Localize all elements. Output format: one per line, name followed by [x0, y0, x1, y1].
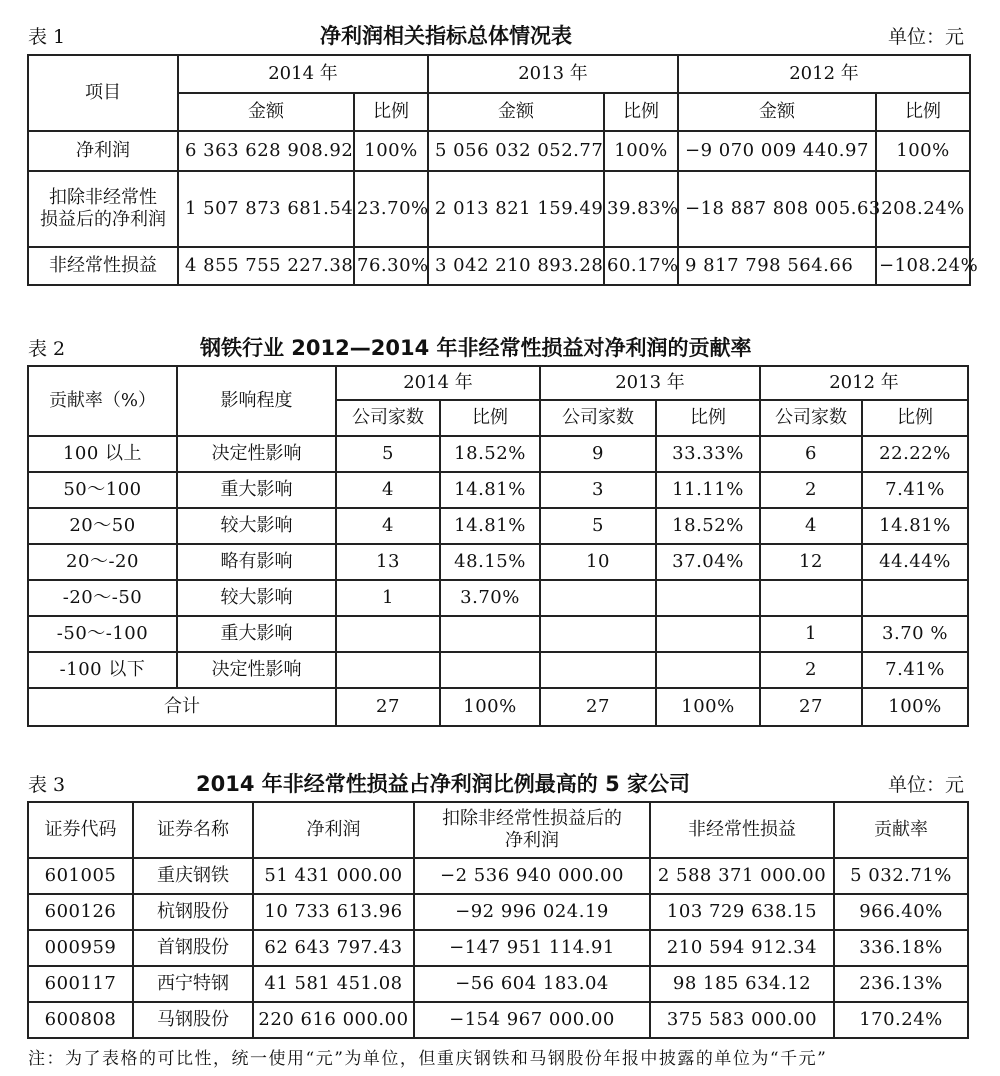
- table1-head-item: 项目: [28, 55, 178, 131]
- cell-count: 10: [540, 544, 656, 580]
- cell-ratio: [440, 652, 540, 688]
- table-row: [28, 436, 968, 472]
- cell-degree: 重大影响: [177, 616, 336, 652]
- cell-count: 13: [336, 544, 440, 580]
- header-name: 证券名称: [133, 802, 253, 858]
- cell-rate: 100 以上: [28, 436, 177, 472]
- cell-nonrecurring: 210 594 912.34: [650, 930, 834, 966]
- cell-ratio: [656, 580, 760, 616]
- cell-name: 西宁特钢: [133, 966, 253, 1002]
- total-ratio: 100%: [440, 688, 540, 726]
- cell-degree: 略有影响: [177, 544, 336, 580]
- table-row: [28, 131, 970, 171]
- cell-code: 600117: [28, 966, 133, 1002]
- cell-ratio: [656, 652, 760, 688]
- cell-count: 1: [336, 580, 440, 616]
- header-net-profit: 净利润: [253, 802, 414, 858]
- cell-amount: 6 363 628 908.92: [178, 131, 354, 171]
- cell-degree: 重大影响: [177, 472, 336, 508]
- table1-sub-amount: 金额: [178, 93, 354, 131]
- cell-ratio: 3.70%: [440, 580, 540, 616]
- table-row: [28, 508, 968, 544]
- row-label: 非经常性损益: [28, 247, 178, 285]
- header-adjusted-line1: 扣除非经常性损益后的: [442, 807, 622, 829]
- cell-ratio: 7.41%: [862, 472, 968, 508]
- cell-ratio: 14.81%: [440, 508, 540, 544]
- cell-nonrecurring: 103 729 638.15: [650, 894, 834, 930]
- table2: [27, 365, 969, 727]
- table-row: [28, 966, 968, 1002]
- total-count: 27: [336, 688, 440, 726]
- cell-degree: 较大影响: [177, 580, 336, 616]
- cell-degree: 较大影响: [177, 508, 336, 544]
- cell-name: 首钢股份: [133, 930, 253, 966]
- cell-name: 重庆钢铁: [133, 858, 253, 894]
- cell-rate: 20～50: [28, 508, 177, 544]
- cell-count: 5: [540, 508, 656, 544]
- total-ratio: 100%: [862, 688, 968, 726]
- table2-year-2013: 2013 年: [540, 366, 760, 400]
- header-adjusted-net-profit: [414, 802, 650, 858]
- cell-ratio: 3.70 %: [862, 616, 968, 652]
- cell-count: 6: [760, 436, 862, 472]
- cell-amount: −18 887 808 005.63: [678, 171, 876, 247]
- table-row: [28, 1002, 968, 1038]
- cell-ratio: 11.11%: [656, 472, 760, 508]
- cell-count: 3: [540, 472, 656, 508]
- cell-count: [336, 616, 440, 652]
- table2-label: 表 2: [28, 338, 66, 360]
- cell-ratio: 208.24%: [876, 171, 970, 247]
- cell-ratio: −108.24%: [876, 247, 970, 285]
- table-row: [28, 472, 968, 508]
- cell-count: 1: [760, 616, 862, 652]
- cell-ratio: 14.81%: [440, 472, 540, 508]
- footnote: 注：为了表格的可比性，统一使用“元”为单位，但重庆钢铁和马钢股份年报中披露的单位为“千元”: [28, 1049, 828, 1069]
- table1-label: 表 1: [28, 26, 66, 48]
- table2-year-2012: 2012 年: [760, 366, 968, 400]
- cell-amount: 5 056 032 052.77: [428, 131, 604, 171]
- cell-adjusted: −147 951 114.91: [414, 930, 650, 966]
- header-adjusted-line2: 净利润: [505, 830, 559, 851]
- cell-net-profit: 62 643 797.43: [253, 930, 414, 966]
- table1-year-2014: 2014 年: [178, 55, 428, 93]
- cell-contribution: 336.18%: [834, 930, 968, 966]
- cell-count: [540, 580, 656, 616]
- cell-ratio: [862, 580, 968, 616]
- table2-total-row: [28, 688, 968, 726]
- total-count: 27: [760, 688, 862, 726]
- cell-name: 马钢股份: [133, 1002, 253, 1038]
- cell-ratio: 14.81%: [862, 508, 968, 544]
- cell-net-profit: 220 616 000.00: [253, 1002, 414, 1038]
- cell-count: [540, 616, 656, 652]
- cell-ratio: 18.52%: [440, 436, 540, 472]
- table1-sub-ratio: 比例: [876, 93, 970, 131]
- header-nonrecurring: 非经常性损益: [650, 802, 834, 858]
- cell-code: 000959: [28, 930, 133, 966]
- header-code: 证券代码: [28, 802, 133, 858]
- cell-count: 5: [336, 436, 440, 472]
- table2-title: 钢铁行业 2012—2014 年非经常性损益对净利润的贡献率: [200, 336, 752, 360]
- table-row: [28, 616, 968, 652]
- table-row: [28, 247, 970, 285]
- table2-header-row: [28, 366, 968, 400]
- cell-adjusted: −154 967 000.00: [414, 1002, 650, 1038]
- row-label: 净利润: [28, 131, 178, 171]
- cell-code: 600808: [28, 1002, 133, 1038]
- cell-count: [540, 652, 656, 688]
- table-row: [28, 858, 968, 894]
- cell-count: [760, 580, 862, 616]
- table1-sub-ratio: 比例: [354, 93, 428, 131]
- cell-count: 2: [760, 652, 862, 688]
- table2-sub-ratio: 比例: [440, 400, 540, 436]
- cell-amount: 1 507 873 681.54: [178, 171, 354, 247]
- table2-sub-count: 公司家数: [760, 400, 862, 436]
- cell-contribution: 236.13%: [834, 966, 968, 1002]
- cell-adjusted: −92 996 024.19: [414, 894, 650, 930]
- cell-rate: 20～-20: [28, 544, 177, 580]
- cell-code: 600126: [28, 894, 133, 930]
- cell-ratio: 100%: [604, 131, 678, 171]
- cell-nonrecurring: 98 185 634.12: [650, 966, 834, 1002]
- row-label: [28, 171, 178, 247]
- row-label-line2: 损益后的净利润: [40, 209, 166, 230]
- table3-unit: 单位：元: [888, 774, 965, 796]
- cell-name: 杭钢股份: [133, 894, 253, 930]
- table3: [27, 801, 969, 1039]
- cell-ratio: 33.33%: [656, 436, 760, 472]
- cell-net-profit: 10 733 613.96: [253, 894, 414, 930]
- table2-year-2014: 2014 年: [336, 366, 540, 400]
- cell-net-profit: 51 431 000.00: [253, 858, 414, 894]
- cell-amount: 9 817 798 564.66: [678, 247, 876, 285]
- cell-rate: -50～-100: [28, 616, 177, 652]
- table-row: [28, 544, 968, 580]
- cell-count: 2: [760, 472, 862, 508]
- cell-count: [336, 652, 440, 688]
- table1-title: 净利润相关指标总体情况表: [320, 24, 572, 48]
- table-row: [28, 580, 968, 616]
- cell-ratio: [656, 616, 760, 652]
- table2-head-degree: 影响程度: [177, 366, 336, 436]
- cell-nonrecurring: 375 583 000.00: [650, 1002, 834, 1038]
- cell-amount: −9 070 009 440.97: [678, 131, 876, 171]
- total-ratio: 100%: [656, 688, 760, 726]
- cell-ratio: 60.17%: [604, 247, 678, 285]
- cell-amount: 4 855 755 227.38: [178, 247, 354, 285]
- table1-sub-amount: 金额: [428, 93, 604, 131]
- table-row: [28, 894, 968, 930]
- total-count: 27: [540, 688, 656, 726]
- cell-degree: 决定性影响: [177, 436, 336, 472]
- table-row: [28, 930, 968, 966]
- table-row: [28, 652, 968, 688]
- cell-ratio: 44.44%: [862, 544, 968, 580]
- cell-amount: 2 013 821 159.49: [428, 171, 604, 247]
- cell-amount: 3 042 210 893.28: [428, 247, 604, 285]
- cell-ratio: 39.83%: [604, 171, 678, 247]
- cell-code: 601005: [28, 858, 133, 894]
- cell-nonrecurring: 2 588 371 000.00: [650, 858, 834, 894]
- total-label: 合计: [28, 688, 336, 726]
- cell-rate: 50～100: [28, 472, 177, 508]
- cell-count: 4: [760, 508, 862, 544]
- table2-head-rate: 贡献率（%）: [28, 366, 177, 436]
- table2-sub-count: 公司家数: [540, 400, 656, 436]
- cell-degree: 决定性影响: [177, 652, 336, 688]
- cell-count: 4: [336, 508, 440, 544]
- cell-ratio: 48.15%: [440, 544, 540, 580]
- cell-ratio: [440, 616, 540, 652]
- table2-sub-ratio: 比例: [862, 400, 968, 436]
- cell-rate: -20～-50: [28, 580, 177, 616]
- cell-rate: -100 以下: [28, 652, 177, 688]
- table2-sub-count: 公司家数: [336, 400, 440, 436]
- table1-year-2013: 2013 年: [428, 55, 678, 93]
- table1-unit: 单位：元: [888, 26, 965, 48]
- cell-contribution: 966.40%: [834, 894, 968, 930]
- header-contribution: 贡献率: [834, 802, 968, 858]
- table-row: [28, 171, 970, 247]
- cell-ratio: 7.41%: [862, 652, 968, 688]
- table3-header-row: [28, 802, 968, 858]
- table3-title: 2014 年非经常性损益占净利润比例最高的 5 家公司: [196, 772, 690, 796]
- table1-header-row: [28, 55, 970, 93]
- cell-ratio: 22.22%: [862, 436, 968, 472]
- cell-adjusted: −2 536 940 000.00: [414, 858, 650, 894]
- table1-year-2012: 2012 年: [678, 55, 970, 93]
- cell-contribution: 170.24%: [834, 1002, 968, 1038]
- row-label-line1: 扣除非经常性: [49, 186, 157, 208]
- cell-adjusted: −56 604 183.04: [414, 966, 650, 1002]
- table2-sub-ratio: 比例: [656, 400, 760, 436]
- cell-contribution: 5 032.71%: [834, 858, 968, 894]
- cell-ratio: 100%: [876, 131, 970, 171]
- table1: [27, 54, 979, 286]
- cell-ratio: 100%: [354, 131, 428, 171]
- table1-sub-amount: 金额: [678, 93, 876, 131]
- cell-ratio: 37.04%: [656, 544, 760, 580]
- cell-count: 12: [760, 544, 862, 580]
- cell-count: 4: [336, 472, 440, 508]
- table1-sub-ratio: 比例: [604, 93, 678, 131]
- cell-ratio: 76.30%: [354, 247, 428, 285]
- cell-ratio: 18.52%: [656, 508, 760, 544]
- cell-count: 9: [540, 436, 656, 472]
- table3-label: 表 3: [28, 774, 66, 796]
- cell-net-profit: 41 581 451.08: [253, 966, 414, 1002]
- cell-ratio: 23.70%: [354, 171, 428, 247]
